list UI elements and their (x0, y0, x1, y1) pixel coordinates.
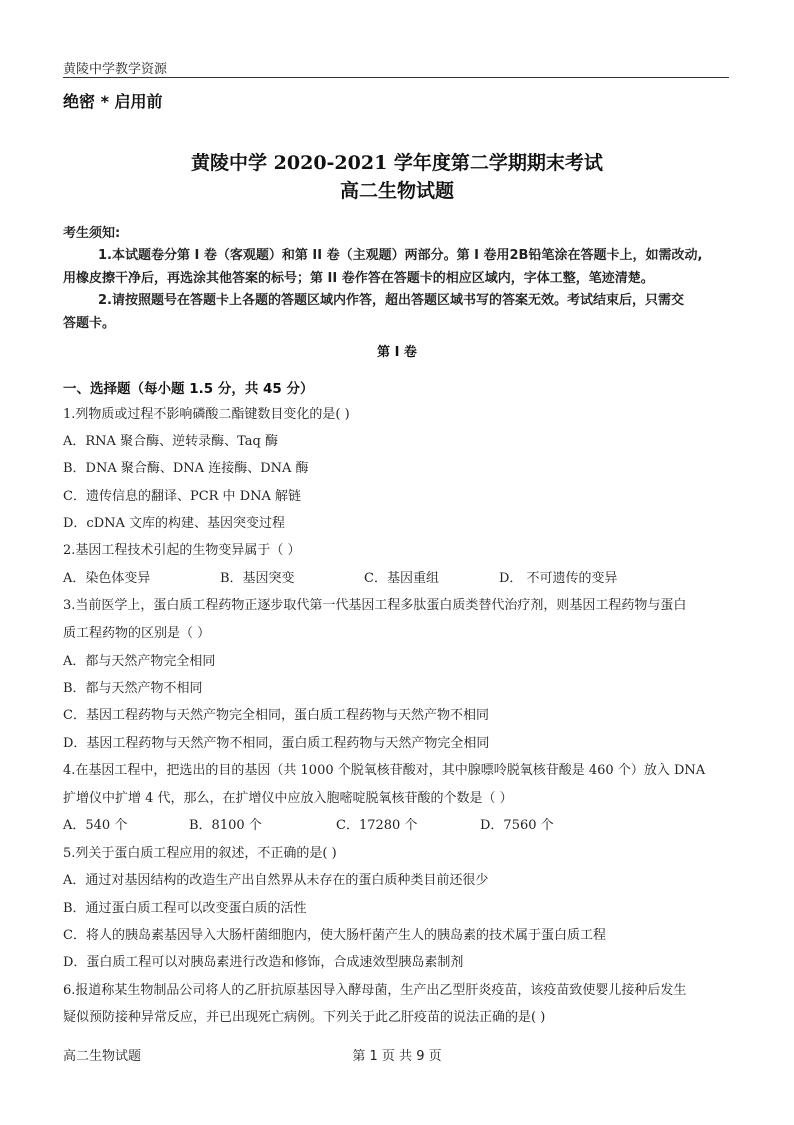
question-1-option-b: B．DNA 聚合酶、DNA 连接酶、DNA 酶 (63, 461, 309, 476)
question-3-option-b: B．都与天然产物不相同 (63, 681, 203, 696)
question-5-option-b: B．通过蛋白质工程可以改变蛋白质的活性 (63, 901, 307, 916)
question-1-option-c: C．遗传信息的翻译、PCR 中 DNA 解链 (63, 489, 302, 504)
question-3-option-a: A．都与天然产物完全相同 (63, 654, 216, 669)
notice-item-1-line-2: 用橡皮擦干净后，再选涂其他答案的标号；第 II 卷作答在答题卡的相应区域内，字体工整，笔迹清楚。 (63, 271, 654, 286)
footer-subject: 高二生物试题 (63, 1049, 142, 1064)
header-resource-label: 黄陵中学教学资源 (63, 62, 168, 77)
question-3-stem-line-2: 质工程药物的区别是（ ） (63, 626, 211, 641)
notice-item-2-line-2: 答题卡。 (63, 316, 116, 331)
notice-item-1-line-1: 1.本试题卷分第 I 卷（客观题）和第 II 卷（主观题）两部分。第 I 卷用2B铅笔涂在答题卡上，如需改动, (98, 248, 703, 263)
question-2-option-d: D． 不可遗传的变异 (499, 571, 618, 586)
exam-title: 黄陵中学 2020-2021 学年度第二学期期末考试 (191, 152, 603, 174)
question-4-option-d: D．7560 个 (480, 818, 554, 833)
exam-subtitle: 高二生物试题 (339, 180, 454, 202)
question-1-option-a: A．RNA 聚合酶、逆转录酶、Taq 酶 (63, 434, 278, 449)
question-5-option-c: C．将人的胰岛素基因导入大肠杆菌细胞内，使大肠杆菌产生人的胰岛素的技术属于蛋白质工程 (63, 928, 606, 943)
question-2-stem: 2.基因工程技术引起的生物变异属于（ ） (63, 543, 301, 558)
question-4-option-a: A．540 个 (63, 818, 128, 833)
question-5-stem: 5.列关于蛋白质工程应用的叙述，不正确的是( ) (63, 846, 337, 861)
question-1-option-d: D．cDNA 文库的构建、基因突变过程 (63, 516, 286, 531)
question-4-option-c: C．17280 个 (336, 818, 418, 833)
question-3-stem-line-1: 3.当前医学上，蛋白质工程药物正逐步取代第一代基因工程多肽蛋白质类替代治疗剂，则基因工程药物与蛋白 (63, 598, 687, 613)
question-4-option-b: B．8100 个 (189, 818, 262, 833)
question-6-stem-line-1: 6.报道称某生物制品公司将人的乙肝抗原基因导入酵母菌，生产出乙型肝炎疫苗，该疫苗致使婴儿接种后发生 (63, 983, 687, 998)
section-title: 一、选择题（每小题 1.5 分，共 45 分） (63, 381, 314, 397)
notice-item-2-line-1: 2.请按照题号在答题卡上各题的答题区域内作答，超出答题区域书写的答案无效。考试结束后，只需交 (98, 293, 684, 308)
question-6-stem-line-2: 疑似预防接种异常反应，并已出现死亡病例。下列关于此乙肝疫苗的说法正确的是( ) (63, 1010, 546, 1025)
volume-label: 第 I 卷 (377, 345, 417, 360)
question-2-option-b: B．基因突变 (220, 571, 295, 586)
question-4-stem-line-2: 扩增仪中扩增 4 代，那么，在扩增仪中应放入胞嘧啶脱氧核苷酸的个数是（ ） (63, 791, 513, 806)
question-4-stem-line-1: 4.在基因工程中，把选出的目的基因（共 1000 个脱氧核苷酸对，其中腺嘌呤脱氧核苷酸是 460 个）放入 DNA (63, 763, 706, 778)
question-3-option-d: D．基因工程药物与天然产物不相同，蛋白质工程药物与天然产物完全相同 (63, 736, 490, 751)
question-2-option-c: C．基因重组 (364, 571, 439, 586)
header-divider (63, 77, 729, 78)
notice-heading: 考生须知: (63, 226, 121, 241)
question-3-option-c: C．基因工程药物与天然产物完全相同，蛋白质工程药物与天然产物不相同 (63, 708, 489, 723)
question-5-option-d: D．蛋白质工程可以对胰岛素进行改造和修饰，合成速效型胰岛素制剂 (63, 955, 464, 970)
question-1-stem: 1.列物质或过程不影响磷酸二酯键数目变化的是( ) (63, 407, 350, 422)
question-2-option-a: A．染色体变异 (63, 571, 151, 586)
footer-page-info: 第 1 页 共 9 页 (352, 1049, 442, 1064)
confidential-mark: 绝密 * 启用前 (63, 92, 163, 111)
question-5-option-a: A．通过对基因结构的改造生产出自然界从未存在的蛋白质种类目前还很少 (63, 873, 489, 888)
